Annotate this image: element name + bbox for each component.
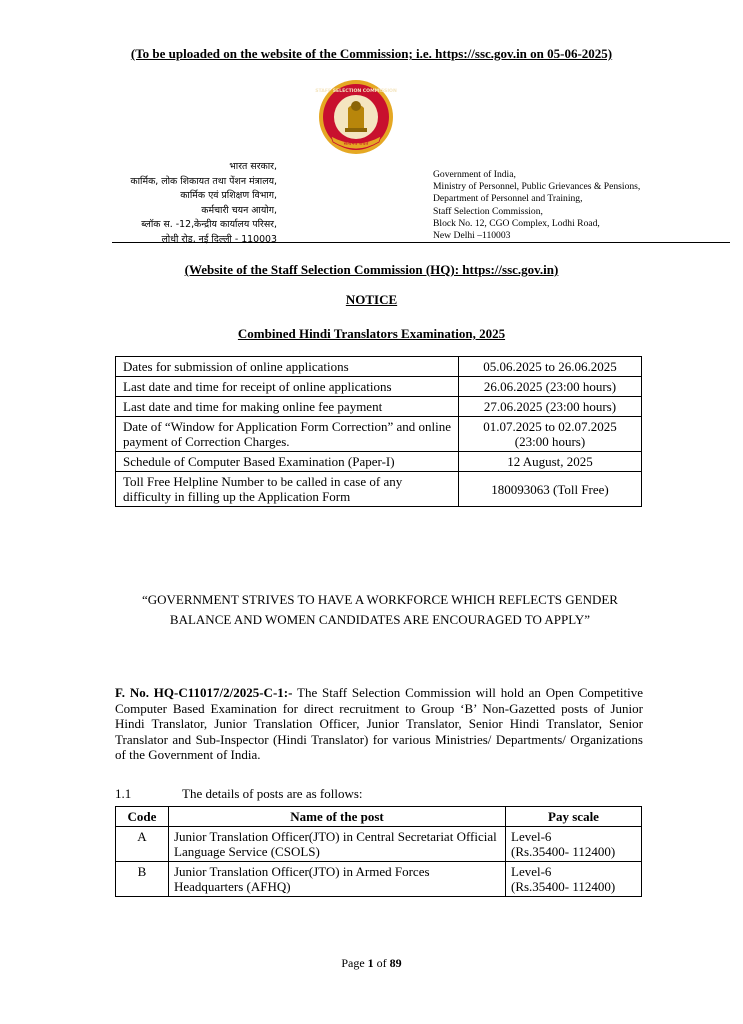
post-pay <box>506 862 642 897</box>
section-number: 1.1 <box>115 786 132 801</box>
schedule-label: Date of “Window for Application Form Correction” and online payment of Correction Charges. <box>116 417 459 452</box>
ssc-emblem-icon <box>301 78 411 156</box>
page-footer <box>0 956 743 971</box>
upload-note: (To be uploaded on the website of the Commission; i.e. https://ssc.gov.in on 05-06-2025) <box>130 46 613 61</box>
table-row <box>116 417 642 452</box>
svg-text:STAFF SELECTION COMMISSION: STAFF SELECTION COMMISSION <box>315 89 397 94</box>
footer-middle: of <box>373 956 390 970</box>
address-hindi <box>130 160 277 247</box>
post-pay <box>506 827 642 862</box>
address-english-line: Department of Personnel and Training, <box>433 193 583 205</box>
address-english <box>433 169 640 242</box>
table-row <box>116 377 642 397</box>
address-english-line: Block No. 12, CGO Complex, Lodhi Road, <box>433 217 600 229</box>
table-row <box>116 827 642 862</box>
section-text: The details of posts are as follows: <box>182 786 363 801</box>
notice-title: NOTICE <box>345 292 398 307</box>
header-pay: Pay scale <box>506 807 642 827</box>
table-row <box>116 472 642 507</box>
post-pay-range: (Rs.35400- 112400) <box>511 879 616 894</box>
total-pages: 89 <box>389 956 402 970</box>
exam-title: Combined Hindi Translators Examination, 2025 <box>237 326 506 341</box>
schedule-value: 27.06.2025 (23:00 hours) <box>459 397 642 417</box>
gender-balance-statement: “GOVERNMENT STRIVES TO HAVE A WORKFORCE WHICH REFLECTS GENDER BALANCE AND WOMEN CANDIDATES ARE ENCOURAGED TO APPLY” <box>142 592 618 627</box>
address-english-line: Ministry of Personnel, Public Grievances & Pensions, <box>433 181 641 193</box>
schedule-table <box>115 356 642 507</box>
header-name: Name of the post <box>169 807 506 827</box>
file-number: F. No. HQ-C11017/2/2025-C-1:- <box>115 685 293 700</box>
table-header-row <box>116 807 642 827</box>
header-code: Code <box>116 807 169 827</box>
post-level: Level-6 <box>511 864 552 879</box>
table-row <box>116 397 642 417</box>
schedule-label: Toll Free Helpline Number to be called in case of any difficulty in filling up the Application Form <box>116 472 459 507</box>
svg-text:सत्यमेव जयते: सत्यमेव जयते <box>343 141 369 147</box>
current-page: 1 <box>367 956 374 970</box>
post-code: B <box>116 862 169 897</box>
intro-text: The Staff Selection Commission will hold an Open Competitive Computer Based Examination for direct recruitment to Group ‘B’ Non-Gazetted posts of Junior Hindi Translator, Junior Translation Officer, Junior Translator, Senior Hindi Translator, Senior Translator and Sub-Inspector (Hindi Translator) for various Ministries/ Departments/ Organizations of the Government of India. <box>115 685 643 763</box>
posts-table <box>115 806 642 897</box>
post-pay-range: (Rs.35400- 112400) <box>511 844 616 859</box>
table-row <box>116 452 642 472</box>
intro-paragraph <box>115 685 643 763</box>
address-hindi-line: ब्लॉक स. -12,केन्द्रीय कार्यालय परिसर, <box>141 219 277 230</box>
schedule-value: 26.06.2025 (23:00 hours) <box>459 377 642 397</box>
table-row <box>116 862 642 897</box>
address-hindi-line: भारत सरकार, <box>229 161 277 172</box>
address-hindi-line: कर्मचारी चयन आयोग, <box>201 204 277 216</box>
address-hindi-line: कार्मिक एवं प्रशिक्षण विभाग, <box>180 190 277 201</box>
post-level: Level-6 <box>511 829 552 844</box>
website-line: (Website of the Staff Selection Commission (HQ): https://ssc.gov.in) <box>184 262 559 277</box>
schedule-label: Dates for submission of online applications <box>116 357 459 377</box>
schedule-label: Schedule of Computer Based Examination (Paper-I) <box>116 452 459 472</box>
post-name: Junior Translation Officer(JTO) in Armed Forces Headquarters (AFHQ) <box>169 862 506 897</box>
address-hindi-line: लोधी रोड, नई दिल्ली - 110003 <box>161 233 277 245</box>
address-english-line: Staff Selection Commission, <box>433 205 543 217</box>
address-english-line: New Delhi –110003 <box>433 230 511 242</box>
schedule-label: Last date and time for making online fee payment <box>116 397 459 417</box>
address-hindi-line: कार्मिक, लोक शिकायत तथा पेंशन मंत्रालय, <box>130 175 277 187</box>
schedule-value: 12 August, 2025 <box>459 452 642 472</box>
post-name: Junior Translation Officer(JTO) in Central Secretariat Official Language Service (CSOLS) <box>169 827 506 862</box>
schedule-value: 01.07.2025 to 02.07.2025 (23:00 hours) <box>459 417 642 452</box>
schedule-label: Last date and time for receipt of online applications <box>116 377 459 397</box>
address-english-line: Government of India, <box>433 169 516 180</box>
post-code: A <box>116 827 169 862</box>
footer-prefix: Page <box>341 956 368 970</box>
table-row <box>116 357 642 377</box>
schedule-value: 180093063 (Toll Free) <box>459 472 642 507</box>
header-divider <box>112 242 730 243</box>
schedule-value: 05.06.2025 to 26.06.2025 <box>459 357 642 377</box>
